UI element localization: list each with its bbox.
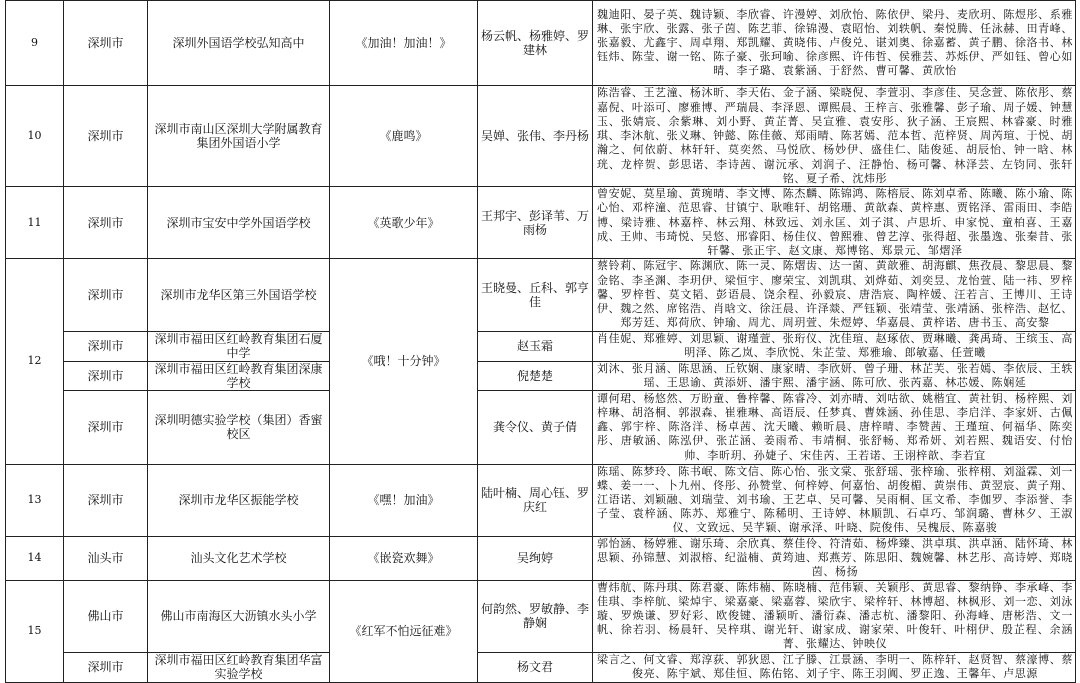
city-cell: 深圳市 [64,86,148,187]
row-number: 11 [6,187,64,259]
teachers-cell: 王晓曼、丘科、郭亨佳 [478,259,593,331]
table-row [6,86,1076,187]
work-title-cell: 《红军不怕远征难》 [330,580,478,682]
school-cell: 深圳外国语学校弘知高中 [148,1,330,86]
teachers-cell: 王邦宇、彭译苇、万雨杨 [478,187,593,259]
school-cell: 深圳市福田区红岭教育集团石厦中学 [148,331,330,361]
city-cell: 深圳市 [64,1,148,86]
school-cell: 深圳市宝安中学外国语学校 [148,187,330,259]
city-cell: 深圳市 [64,331,148,361]
students-cell: 曾安妮、莫星瑜、黄琬晴、李文博、陈杰麟、陈锦鸿、陈榕辰、陈刘卓希、陈曦、陈小瑜、陈心怡、邓梓潼、范思睿、甘镇宁、耿唯轩、胡铭珊、黄歆森、黄梓惠、贾铭泽、雷雨田、李皓博、梁诗雅、林嘉梓、林云翔、林致远、刘永匡、刘子淇、卢思圻、申家悦、童柏喜、王嘉成、王帅、韦琦悦、吴悠、邢睿阳、杨佳仪、曾熙雅、曾艺淳、张得超、张墨逸、张秦昔、张轩馨、张正宇、赵文康、郑博铭、郑景元、邹熠泽 [593,187,1076,259]
row-number: 13 [6,464,64,536]
teachers-cell: 吴绚婷 [478,536,593,580]
school-cell: 深圳明德实验学校（集团）香蜜校区 [148,391,330,464]
city-cell: 深圳市 [64,464,148,536]
table-row [6,361,1076,391]
work-title-cell: 《鹿鸣》 [330,86,478,187]
work-title-cell: 《哦！十分钟》 [330,259,478,464]
school-cell: 深圳市龙华区振能学校 [148,464,330,536]
table-row [6,652,1076,682]
work-title-cell: 《嘿！加油》 [330,464,478,536]
school-cell: 佛山市南海区大沥镇水头小学 [148,580,330,652]
table-row [6,464,1076,536]
city-cell: 汕头市 [64,536,148,580]
teachers-cell: 杨云帆、杨雅婷、罗建林 [478,1,593,86]
table-row [6,536,1076,580]
school-cell: 深圳市福田区红岭教育集团深康学校 [148,361,330,391]
teachers-cell: 吴婵、张伟、李丹杨 [478,86,593,187]
work-title-cell: 《加油！加油！》 [330,1,478,86]
row-number: 10 [6,86,64,187]
city-cell: 深圳市 [64,652,148,682]
row-number: 12 [6,259,64,464]
work-title-cell: 《嵌瓷欢舞》 [330,536,478,580]
table-row [6,391,1076,464]
teachers-cell: 龚令仪、黄子倩 [478,391,593,464]
table-row [6,331,1076,361]
teachers-cell: 何韵然、罗敏静、李静娴 [478,580,593,652]
table-row [6,580,1076,652]
teachers-cell: 杨文君 [478,652,593,682]
students-cell: 郭怡涵、杨婷雅、谢乐琦、余欣真、蔡佳伶、符清茹、杨烨臻、洪卓琪、洪卓涵、陆怀琦、林思颖、孙锦慧、刘淑榕、纪溢楠、黄筠迪、郑燕芳、陈思阳、魏婉馨、林艺彤、高诗婷、郑晓茵、杨扬 [593,536,1076,580]
teachers-cell: 陆叶楠、周心钰、罗庆红 [478,464,593,536]
city-cell: 深圳市 [64,391,148,464]
award-list-table [5,0,1076,683]
row-number: 14 [6,536,64,580]
work-title-cell: 《英歌少年》 [330,187,478,259]
students-cell: 谭何珺、杨悠然、万盼童、鲁梓馨、陈睿冷、刘亦晴、刘咕欲、姚楷宜、黄社钥、杨梓熙、刘梓琳、胡洛桐、郭淑森、崔雅琳、高语辰、任梦真、曹姝涵、孙佳思、李启洋、李家妍、古佩鑫、郭宇梓、陈洛洋、杨卓茜、沈天曦、赖昕晨、唐梓晴、李赞茜、王瑾瑄、何福华、陈奕彤、唐敏涵、陈泓伊、张芷涵、姜雨希、韦靖桐、张舒畅、郑希妍、刘若熙、魏语安、付怡帅、李昕玥、孙婕子、宋佳芮、王若诺、王诩梓歆、李若宜 [593,391,1076,464]
students-cell: 魏迪阳、晏子英、魏诗颖、李欣睿、许漫婷、刘欣怡、陈依伊、梁丹、麦欣玥、陈煜彤、系雅琳、张宇欣、张露、张子茵、陈艺菲、徐锦漫、袁昭怡、刘轶帆、秦悦腾、任泳赫、田青峰、张嘉毅、尤鑫宇、周卓翔、郑凯耀、黄晓伟、卢俊兑、谌刘奥、徐嘉蓄、黄子鹏、徐洛书、林钰炜、陈莹、谢一铭、陈子豪、张珂喻、徐彦熙、许伟哲、侯雅芸、苏烁伊、严如钰、曾心如晴、李子璐、袁紫涵、于舒然、曹可馨、黄欣怡 [593,1,1076,86]
table-row [6,1,1076,86]
school-cell: 深圳市南山区深圳大学附属教育集团外国语小学 [148,86,330,187]
school-cell: 深圳市福田区红岭教育集团华富实验学校 [148,652,330,682]
students-cell: 曹炜航、陈丹琪、陈君豪、陈炜楠、陈晓楠、范伟颖、关颖彤、黄思睿、黎纳铮、李承峰、李佳琪、李梓航、梁焯宇、梁嘉豪、梁嘉蓉、梁欣宇、梁梓轩、林博超、林枫形、刘一恋、刘泳璇、罗焕谦、罗好彩、欧俊键、潘颖昕、潘衍森、潘志杭、潘黎阳、孙海峰、唐彬浩、文一帆、徐若羽、杨晨轩、吴梓琪、谢光轩、谢家成、谢家荣、叶俊轩、叶栩伊、殷芷程、余涵菁、张耀达、钟映仪 [593,580,1076,652]
row-number: 9 [6,1,64,86]
city-cell: 佛山市 [64,580,148,652]
students-cell: 陈瑶、陈梦玲、陈书岷、陈文信、陈心怡、张文棠、张舒瑶、张梓瑜、张梓栩、刘溢霖、刘一蝶、姜一一、卜九州、佟彤、孙赞堂、何梓婷、何嘉怡、胡俊楣、黄崇伟、黄翌宸、黄子翔、江语诺、刘颖融、刘瑞莹、刘书瑜、王艺卓、吴可馨、吴雨桐、匡文希、李伽罗、李添誉、李子莹、袁梓涵、陈苏、郑雅宁、陈稀明、王诗婷、林顺凯、石卓巧、邹润璐、曹林夕、王淑仪、文致远、吴芊颖、谢承泽、叶晓、院俊伟、吴槐辰、陈嘉骏 [593,464,1076,536]
students-cell: 陈浩睿、王艺潼、杨沐昕、李天佑、金子涵、梁晓倪、李萱羽、李彦佳、吴念萱、陈依彤、蔡嘉倪、叶添可、廖雅博、严瑞晨、李泽恩、谭熙晨、王梓言、张雅馨、彭子瑜、周子媛、钟慧玉、张婧宸、余紫琳、刘小野、黄芷菁、吴宣雅、袁安彤、狄子涵、王宸熙、林睿豪、时雅琪、李沐航、张义琳、钟懿、陈佳薇、郑雨晴、陈茗嫣、范本哲、范梓贤、周芮瑄、于悦、胡瀚之、何依蔚、林轩轩、莫奕然、马悦欣、杨妙伊、盛佳仁、陆俊延、胡辰怡、钟一晗、林珖、龙梓贺、彭思诺、李诗茜、谢沅承、刘润子、汪静怡、杨可馨、林泽芸、左钧同、张轩铭、夏子希、沈炜彤 [593,86,1076,187]
students-cell: 蔡铃莉、陈冠宇、陈渊欣、陈一灵、陈熠齿、达一菌、黄歆雅、胡海麒、焦孜晨、黎思晨、黎金铭、李圣渊、李玥伊、梁恒宇、廖荣宝、刘凯琪、刘烨茹、刘奕昱、龙怡萱、陆一祎、罗梓馨、罗梓哲、莫文韬、彭语晨、饶余程、孙毅宸、唐浩宸、陶梓媛、汪若言、王博川、王诗伊、魏之然、席铭浩、肖晗文、徐汪晨、许泽燚、严钰颖、张靖莹、张靖涵、张梓浩、赵忆、郑芳廷、郑荷欣、钟瑜、周尤、周玥萱、朱煜婷、华嘉晨、黄梓诺、唐书玉、高安黎 [593,259,1076,331]
students-cell: 肖佳妮、郑雅婷、刘思颖、谢瑾萱、张珩仪、沈佳瑄、赵琢依、贾琳曦、龚禹琦、王缤玉、高明泽、陈乙岚、李欣悦、朱芷莹、郑雅瑜、郎敏嘉、任萱曦 [593,331,1076,361]
table-row [6,187,1076,259]
teachers-cell: 赵玉霜 [478,331,593,361]
table-row [6,259,1076,331]
city-cell: 深圳市 [64,187,148,259]
teachers-cell: 倪楚楚 [478,361,593,391]
students-cell: 刘沐、张月涵、陈思涵、丘钦娴、康家晴、李欣妍、曾子珊、林芷芙、张若嫣、李依辰、王轶瑶、王思谕、黄添妍、潘宇熙、潘宇涵、陈可欣、张芮嘉、林芯媛、陈娴延 [593,361,1076,391]
city-cell: 深圳市 [64,259,148,331]
school-cell: 深圳市龙华区第三外国语学校 [148,259,330,331]
city-cell: 深圳市 [64,361,148,391]
students-cell: 梁言之、何文睿、郑淳荻、郭狄恩、江子滕、江景涵、李明一、陈梓轩、赵贤智、蔡濠博、蔡俊亮、陈宇斌、郑佳恒、陈佑铭、刘子宇、陈王羽阗、罗正逸、王馨年、卢思源 [593,652,1076,682]
row-number: 15 [6,580,64,682]
school-cell: 汕头文化艺术学校 [148,536,330,580]
